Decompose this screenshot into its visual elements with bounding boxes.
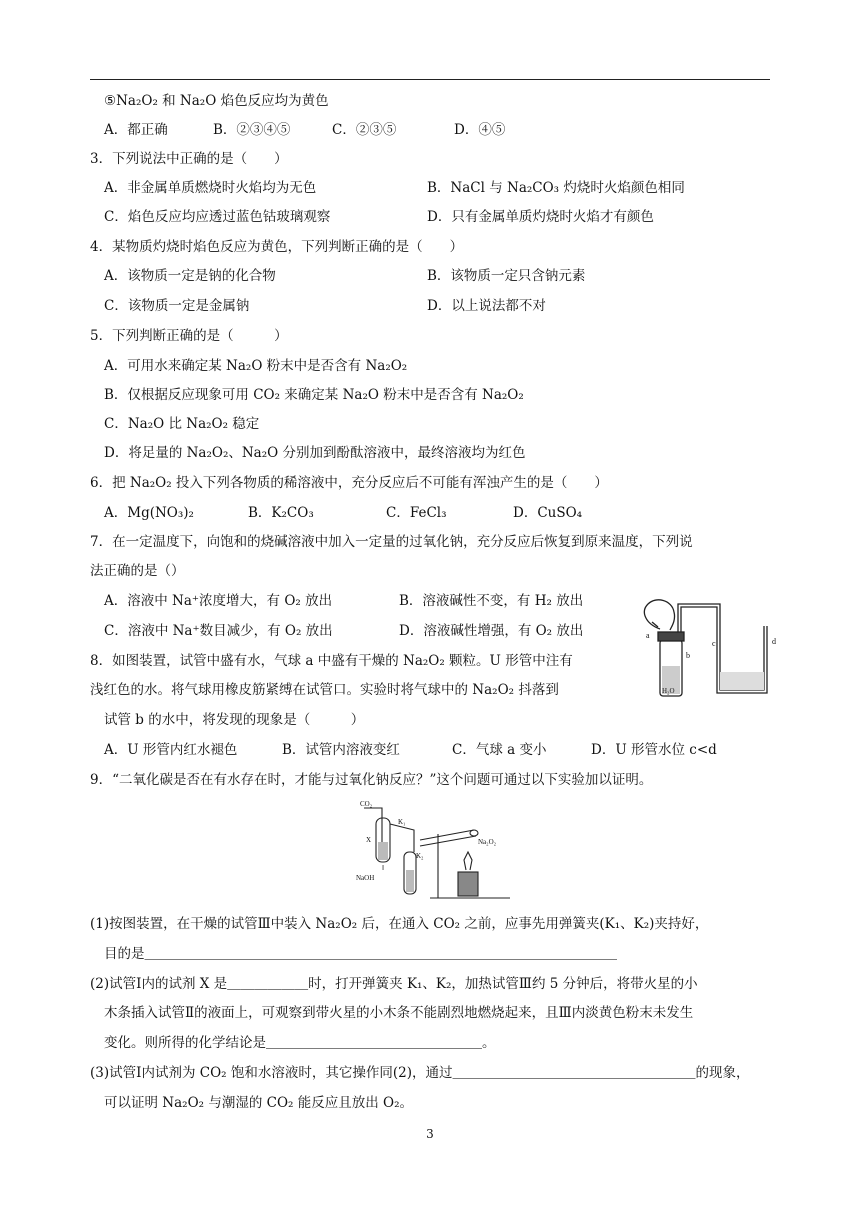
q2-option-b: B．②③④⑤ — [213, 122, 291, 138]
q9-part3-line1: (3)试管Ⅰ内试剂为 CO₂ 饱和水溶液时，其它操作同(2)，通过＿＿＿＿＿＿＿＿＿＿＿＿＿＿＿＿＿＿的现象， — [90, 1065, 750, 1081]
q4-option-d: D．以上说法都不对 — [427, 298, 546, 314]
q9-part2-line3: 变化。则所得的化学结论是＿＿＿＿＿＿＿＿＿＿＿＿＿＿＿＿。 — [104, 1035, 496, 1051]
q8-label-a: a — [646, 631, 650, 640]
q4-option-a: A．该物质一定是钠的化合物 — [104, 268, 276, 284]
q6-option-c: C．FeCl₃ — [386, 505, 447, 521]
q6-option-d: D．CuSO₄ — [513, 505, 583, 521]
q6-option-b: B．K₂CO₃ — [248, 505, 314, 521]
q3-option-a: A．非金属单质燃烧时火焰均为无色 — [104, 180, 317, 196]
q9-apparatus-figure — [354, 800, 514, 900]
q9-stem: 9．“二氧化碳是否在有水存在时，才能与过氧化钠反应？”这个问题可通过以下实验加以证明。 — [90, 772, 653, 788]
q9-label-naoh: NaOH — [356, 874, 375, 882]
q3-option-b: B．NaCl 与 Na₂CO₃ 灼烧时火焰颜色相同 — [427, 180, 685, 196]
q7-stem-line2: 法正确的是（） — [90, 563, 185, 579]
q9-label-k2: K₂ — [416, 852, 424, 860]
q7-option-c: C．溶液中 Na⁺数目减少，有 O₂ 放出 — [104, 623, 333, 639]
q2-option-c: C．②③⑤ — [332, 122, 397, 138]
page-number: 3 — [426, 1127, 434, 1141]
q8-stem-line1: 8．如图装置，试管中盛有水，气球 a 中盛有干燥的 Na₂O₂ 颗粒。U 形管中注有 — [90, 653, 573, 669]
q5-option-a: A．可用水来确定某 Na₂O 粉末中是否含有 Na₂O₂ — [104, 358, 408, 374]
q9-label-tube-i: Ⅰ — [382, 864, 385, 872]
q8-option-a: A．U 形管内红水褪色 — [104, 742, 238, 758]
q2-option-a: A．都正确 — [104, 122, 168, 138]
q8-stem-line3: 试管 b 的水中，将发现的现象是（ ） — [104, 712, 365, 728]
q8-label-water: H₂O — [662, 687, 675, 695]
q8-label-b: b — [686, 651, 690, 660]
q9-label-na2o2: Na₂O₂ — [478, 838, 497, 846]
q2-option-d: D．④⑤ — [454, 122, 506, 138]
q8-label-c: c — [712, 639, 716, 648]
q8-label-d: d — [772, 637, 776, 646]
q9-part2-line1: (2)试管Ⅰ内的试剂 X 是＿＿＿＿＿＿时，打开弹簧夹 K₁、K₂，加热试管Ⅲ约 5 分钟后，将带火星的小 — [90, 976, 698, 992]
q8-option-d: D．U 形管水位 c<d — [591, 742, 717, 758]
q9-part2-line2: 木条插入试管Ⅱ的液面上，可观察到带火星的小木条不能剧烈地燃烧起来，且Ⅲ内淡黄色粉末未发生 — [104, 1005, 694, 1021]
q9-part1-line2: 目的是＿＿＿＿＿＿＿＿＿＿＿＿＿＿＿＿＿＿＿＿＿＿＿＿＿＿＿＿＿＿＿＿＿＿＿ — [104, 946, 617, 962]
q8-stem-line2: 浅红色的水。将气球用橡皮筋紧缚在试管口。实验时将气球中的 Na₂O₂ 抖落到 — [90, 682, 559, 698]
q7-option-d: D．溶液碱性增强，有 O₂ 放出 — [399, 623, 584, 639]
q7-stem-line1: 7．在一定温度下，向饱和的烧碱溶液中加入一定量的过氧化钠，充分反应后恢复到原来温度，下列说 — [90, 534, 693, 550]
q3-stem: 3．下列说法中正确的是（ ） — [90, 151, 288, 167]
q3-option-d: D．只有金属单质灼烧时火焰才有颜色 — [427, 209, 654, 225]
q9-label-co2: CO₂ — [360, 800, 373, 808]
q5-option-d: D．将足量的 Na₂O₂、Na₂O 分别加到酚酞溶液中，最终溶液均为红色 — [104, 445, 526, 461]
q6-stem: 6．把 Na₂O₂ 投入下列各物质的稀溶液中，充分反应后不可能有浑浊产生的是（ ） — [90, 475, 608, 491]
q8-option-b: B．试管内溶液变红 — [282, 742, 400, 758]
q5-stem: 5．下列判断正确的是（ ） — [90, 328, 288, 344]
q3-option-c: C．焰色反应均应透过蓝色钴玻璃观察 — [104, 209, 331, 225]
q8-apparatus-figure — [634, 594, 782, 706]
q4-option-c: C．该物质一定是金属钠 — [104, 298, 250, 314]
q9-part3-line2: 可以证明 Na₂O₂ 与潮湿的 CO₂ 能反应且放出 O₂。 — [104, 1095, 413, 1111]
q4-stem: 4．某物质灼烧时焰色反应为黄色，下列判断正确的是（ ） — [90, 239, 464, 255]
q9-label-x: X — [366, 836, 372, 844]
q7-option-b: B．溶液碱性不变，有 H₂ 放出 — [399, 593, 584, 609]
q5-option-c: C．Na₂O 比 Na₂O₂ 稳定 — [104, 416, 260, 432]
q7-option-a: A．溶液中 Na⁺浓度增大，有 O₂ 放出 — [104, 593, 333, 609]
q4-option-b: B．该物质一定只含钠元素 — [427, 268, 586, 284]
q9-part1-line1: (1)按图装置，在干燥的试管Ⅲ中装入 Na₂O₂ 后，在通入 CO₂ 之前，应事先用弹簧夹(K₁、K₂)夹持好， — [90, 916, 709, 932]
header-rule — [90, 79, 770, 80]
q2-item5: ⑤Na₂O₂ 和 Na₂O 焰色反应均为黄色 — [104, 93, 329, 109]
q5-option-b: B．仅根据反应现象可用 CO₂ 来确定某 Na₂O 粉末中是否含有 Na₂O₂ — [104, 387, 524, 403]
q6-option-a: A．Mg(NO₃)₂ — [104, 505, 194, 521]
q9-label-k1: K₁ — [398, 818, 406, 826]
q8-option-c: C．气球 a 变小 — [452, 742, 547, 758]
